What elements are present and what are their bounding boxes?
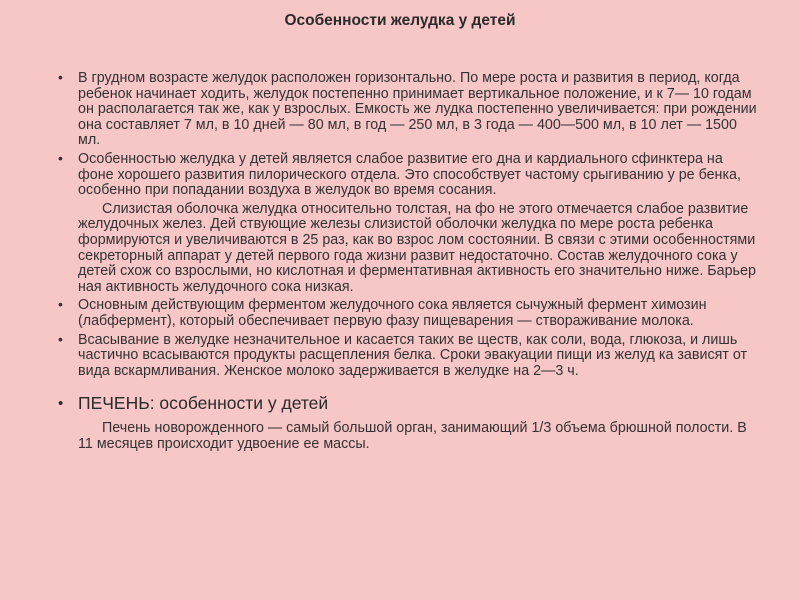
bullet-dot: • bbox=[58, 395, 64, 413]
paragraph-text: Всасывание в желудке незначительное и касается таких ве ществ, как соли, вода, глюкоза, и лишь частично всасываются продукты расщепления белка. Сроки эвакуации пищи из желуд ка зависят от вида вскармливания. Женское молоко задерживается в желудке на 2—3 ч. bbox=[78, 331, 748, 379]
slide-title: Особенности желудка у детей bbox=[284, 12, 516, 29]
bullet-paragraph-5 bbox=[58, 330, 758, 380]
bullet-paragraph-4 bbox=[58, 298, 758, 329]
section-heading-liver bbox=[58, 393, 758, 413]
paragraph-text: В грудном возрасте желудок расположен горизонтально. По мере роста и развития в период, когда ребенок начинает ходить, желудок постепенно принимает вертикальное положение, и к 7— 10 годам он располагается так же, как у взрослых. Емкость же лудка постепенно увеличивается: при рождении она составляет 7 мл, в 10 дней — 80 мл, в год — 250 мл, в 3 года — 400—500 мл, в 10 лет — 1500 мл. bbox=[78, 70, 757, 149]
bullet-dot: • bbox=[58, 296, 63, 313]
paragraph-text: Особенностью желудка у детей является слабое развитие его дна и кардиального сфинктера на фоне хорошего развития пилорического отдела. Это способствует частому срыгиванию у ре бенка, особенно при попадании воздуха в желудок во время сосания. bbox=[78, 150, 741, 199]
bullet-dot: • bbox=[58, 149, 63, 166]
section-heading-text: ПЕЧЕНЬ: особенности у детей bbox=[78, 393, 329, 414]
liver-paragraph: Печень новорожденного — самый большой орган, занимающий 1/3 объема брюшной полости. В 11 месяцев происходит удвоение ее массы. bbox=[78, 420, 747, 452]
bullet-dot: • bbox=[58, 69, 63, 85]
bullet-dot: • bbox=[58, 330, 63, 347]
bullet-paragraph-1 bbox=[58, 71, 758, 149]
paragraph-text: Основным действующим ферментом желудочного сока является сычужный фермент химозин (лабфермент), который обеспечивает первую фазу пищеварения — створаживание молока. bbox=[78, 297, 707, 329]
indented-paragraph-3: Слизистая оболочка желудка относительно толстая, на фо не этого отмечается слабое развитие желудочных желез. Дей ствующие железы слизистой оболочки желудка по мере роста ребенка формируются и увеличиваются в 25 раз, как во взрос лом состоянии. В связи с этими особенностями секреторный аппарат у детей первого года жизни развит недостаточно. Состав желудочного сока у детей схож со взрослыми, но кислотная и ферментативная активность его значительно ниже. Барьер ная активность желудочного сока низкая. bbox=[78, 200, 756, 295]
bullet-paragraph-2 bbox=[58, 149, 758, 199]
slide-body bbox=[58, 71, 758, 452]
